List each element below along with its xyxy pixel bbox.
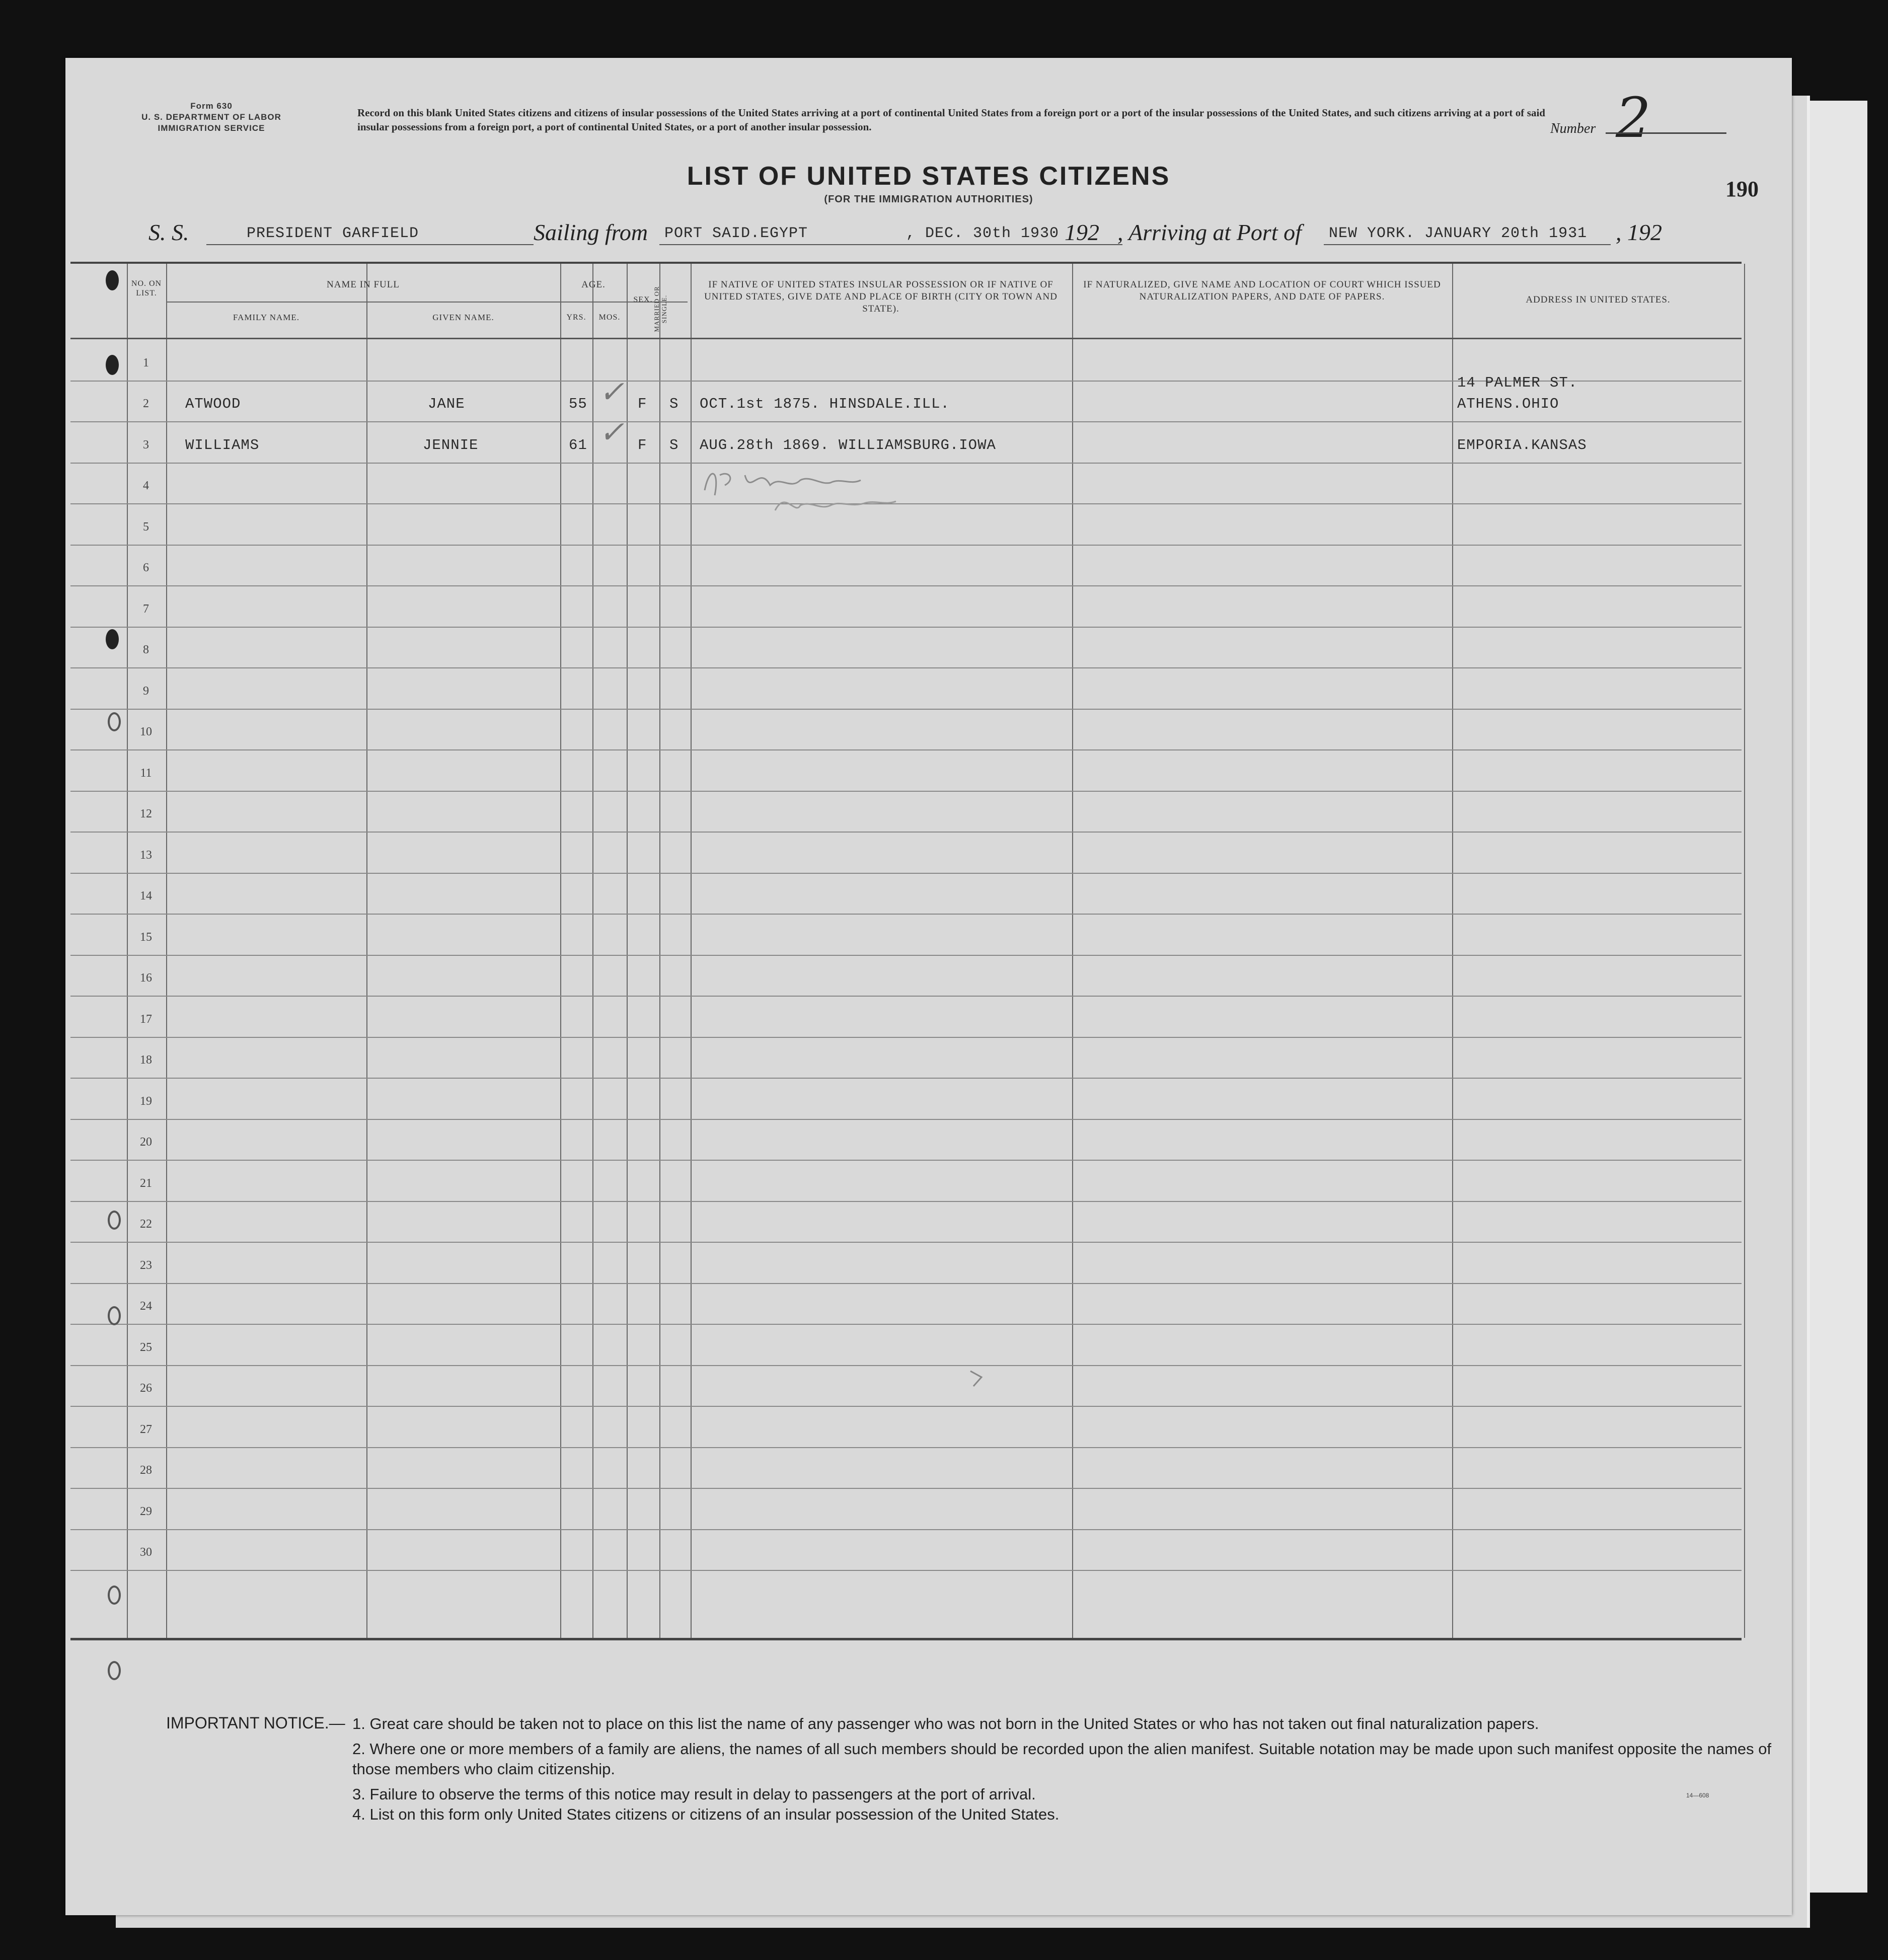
header-birth: IF NATIVE OF UNITED STATES INSULAR POSSESSION OR IF NATIVE OF UNITED STATES, GIVE DATE AND PLACE OF BIRTH (CITY OR TOWN AND STATE).: [704, 279, 1058, 314]
row-number: 8: [143, 643, 149, 656]
p2-sex: F: [638, 437, 647, 454]
row-rule: [70, 709, 1742, 710]
sailing-label: Sailing from: [534, 219, 648, 245]
number-label: Number: [1550, 121, 1596, 136]
row-rule: [70, 1037, 1742, 1038]
row-rule: [70, 627, 1742, 628]
row-number: 27: [140, 1423, 152, 1436]
header-yrs: YRS.: [566, 313, 586, 322]
year-suffix-2: , 192: [1616, 219, 1662, 245]
row-number: 2: [143, 397, 149, 410]
ship-underline: [206, 244, 534, 245]
p2-family-name: WILLIAMS: [185, 437, 260, 454]
row-number: 20: [140, 1136, 152, 1149]
row-number: 18: [140, 1053, 152, 1067]
row-number: 11: [140, 767, 152, 780]
header-bottom-rule: [70, 338, 1742, 339]
header-family-name: FAMILY NAME.: [233, 313, 300, 322]
row-number: 23: [140, 1259, 152, 1272]
header-subrule: [166, 301, 688, 303]
row-number: 12: [140, 807, 152, 820]
form-header: [136, 101, 287, 134]
port-from: PORT SAID.EGYPT: [664, 225, 808, 242]
col-divider: [592, 264, 593, 1638]
row-number: 25: [140, 1341, 152, 1354]
p2-birth: AUG.28th 1869. WILLIAMSBURG.IOWA: [700, 437, 996, 454]
notice-item-2: 2. Where one or more members of a family are aliens, the names of all such members should be recorded upon the alien manifest. Suitable notation may be made upon such manifest opposite the names of those members who claim citizenship.: [352, 1740, 1772, 1778]
row-rule: [70, 1201, 1742, 1202]
row-number: 9: [143, 685, 149, 698]
notice-item-4: 4. List on this form only United States citizens or citizens of an insular possession of the United States.: [352, 1805, 1060, 1823]
row-rule: [70, 1406, 1742, 1407]
row-number: 10: [140, 725, 152, 738]
punch-hole: [108, 1306, 121, 1325]
notice-heading: IMPORTANT NOTICE.—: [166, 1714, 345, 1732]
p2-age-yrs: 61: [569, 437, 587, 454]
header-mos: MOS.: [598, 313, 621, 322]
row-rule: [70, 1160, 1742, 1161]
row-number: 30: [140, 1546, 152, 1559]
row-rule: [70, 421, 1742, 422]
row-rule: [70, 996, 1742, 997]
p2-given-name: JENNIE: [423, 437, 479, 454]
ship-name: PRESIDENT GARFIELD: [247, 225, 419, 242]
col-divider: [1744, 264, 1745, 1638]
row-number: 15: [140, 931, 152, 944]
page-title: LIST OF UNITED STATES CITIZENS: [687, 162, 1171, 191]
row-rule: [70, 1078, 1742, 1079]
row-rule: [70, 585, 1742, 586]
col-divider: [691, 264, 692, 1638]
row-number: 1: [143, 356, 149, 369]
punch-hole: [106, 629, 119, 649]
notice-item-3: 3. Failure to observe the terms of this notice may result in delay to passengers at the port of arrival.: [352, 1785, 1036, 1803]
punch-hole: [106, 355, 119, 375]
row-number: 21: [140, 1177, 152, 1190]
header-age: AGE.: [581, 279, 606, 290]
row-number: 7: [143, 602, 149, 616]
punch-hole: [108, 1586, 121, 1605]
row-number: 19: [140, 1095, 152, 1108]
page-number: 190: [1725, 177, 1759, 201]
row-rule: [70, 955, 1742, 956]
row-number: 6: [143, 561, 149, 574]
number-underline: [1606, 132, 1726, 134]
row-rule: [70, 1283, 1742, 1284]
row-rule: [70, 1242, 1742, 1243]
header-address: ADDRESS IN UNITED STATES.: [1526, 294, 1671, 305]
p1-marital-status: S: [669, 396, 679, 412]
passenger-table: [70, 262, 1742, 1640]
punch-hole: [108, 712, 121, 731]
row-number: 26: [140, 1382, 152, 1395]
p1-sex: F: [638, 396, 647, 412]
row-rule: [70, 1447, 1742, 1448]
pencil-signature-mark: [700, 455, 931, 531]
header-given-name: GIVEN NAME.: [432, 313, 494, 322]
row-number: 4: [143, 479, 149, 492]
instructions-text: Record on this blank United States citizens and citizens of insular possessions of the United States arriving at a port of continental United States from a foreign port or a port of the insular possessions of the United States, and such citizens arriving at a port of said insular possessions from a foreign port, a port of continental United States, or a port of another insular possession.: [357, 107, 1545, 133]
row-rule: [70, 1488, 1742, 1489]
p1-birth: OCT.1st 1875. HINSDALE.ILL.: [700, 396, 950, 412]
service-name: IMMIGRATION SERVICE: [158, 123, 265, 133]
header-no: NO. ON LIST.: [131, 279, 162, 297]
row-rule: [70, 1570, 1742, 1571]
row-number: 28: [140, 1464, 152, 1477]
col-divider: [560, 264, 561, 1638]
row-number: 22: [140, 1218, 152, 1231]
col-divider: [659, 264, 660, 1638]
check-mark-icon: ✓: [599, 416, 625, 449]
col-divider: [627, 264, 628, 1638]
row-number: 16: [140, 971, 152, 985]
form-number: Form 630: [190, 101, 233, 111]
date-from: , DEC. 30th 1930: [906, 225, 1060, 242]
year-suffix-1: 192: [1065, 219, 1099, 245]
row-rule: [70, 545, 1742, 546]
header-sex: SEX.: [633, 295, 653, 304]
punch-hole: [108, 1211, 121, 1230]
header-name-in-full: NAME IN FULL: [327, 279, 400, 290]
document-page: [65, 58, 1792, 1915]
col-divider: [366, 264, 367, 1638]
row-number: 29: [140, 1505, 152, 1518]
row-rule: [70, 1365, 1742, 1366]
arriving-label: , Arriving at Port of: [1117, 219, 1302, 245]
sailing-underline: [659, 244, 1122, 245]
print-code: 14—608: [1686, 1792, 1709, 1799]
number-value: 2: [1616, 86, 1651, 150]
header-naturalized: IF NATURALIZED, GIVE NAME AND LOCATION OF COURT WHICH ISSUED NATURALIZATION PAPERS, AND DATE OF PAPERS.: [1083, 279, 1441, 302]
p2-marital-status: S: [669, 437, 679, 454]
ss-label: S. S.: [148, 219, 189, 245]
col-divider: [166, 264, 167, 1638]
row-number: 5: [143, 520, 149, 534]
p1-address-line2: ATHENS.OHIO: [1457, 396, 1559, 412]
punch-hole: [108, 1661, 121, 1680]
row-rule: [70, 832, 1742, 833]
notice-item-1: 1. Great care should be taken not to place on this list the name of any passenger who was not born in the United States or who has not taken out final naturalization papers.: [352, 1715, 1539, 1732]
page-subtitle: (FOR THE IMMIGRATION AUTHORITIES): [824, 194, 1033, 205]
port-to: NEW YORK. JANUARY 20th 1931: [1329, 225, 1588, 242]
row-rule: [70, 873, 1742, 874]
row-rule: [70, 749, 1742, 750]
p1-given-name: JANE: [428, 396, 465, 412]
row-number: 24: [140, 1300, 152, 1313]
row-rule: [70, 1324, 1742, 1325]
row-rule: [70, 1119, 1742, 1120]
col-divider: [1452, 264, 1453, 1638]
p2-address-line1: EMPORIA.KANSAS: [1457, 437, 1587, 454]
arrival-underline: [1324, 244, 1611, 245]
row-rule: [70, 914, 1742, 915]
row-number: 14: [140, 889, 152, 902]
row-number: 13: [140, 849, 152, 862]
p1-age-yrs: 55: [569, 396, 587, 412]
row-rule: [70, 1529, 1742, 1530]
row-number: 3: [143, 438, 149, 451]
header-married: MARRIED OR SINGLE.: [653, 286, 668, 332]
p1-family-name: ATWOOD: [185, 396, 241, 412]
check-mark-icon: ✓: [599, 375, 625, 409]
row-number: 17: [140, 1013, 152, 1026]
row-rule: [70, 791, 1742, 792]
punch-hole: [106, 270, 119, 290]
p1-address-line1: 14 PALMER ST.: [1457, 374, 1578, 391]
pencil-tick-mark: [966, 1366, 992, 1391]
department-name: U. S. DEPARTMENT OF LABOR: [141, 112, 281, 122]
col-divider: [1072, 264, 1073, 1638]
row-rule: [70, 667, 1742, 668]
